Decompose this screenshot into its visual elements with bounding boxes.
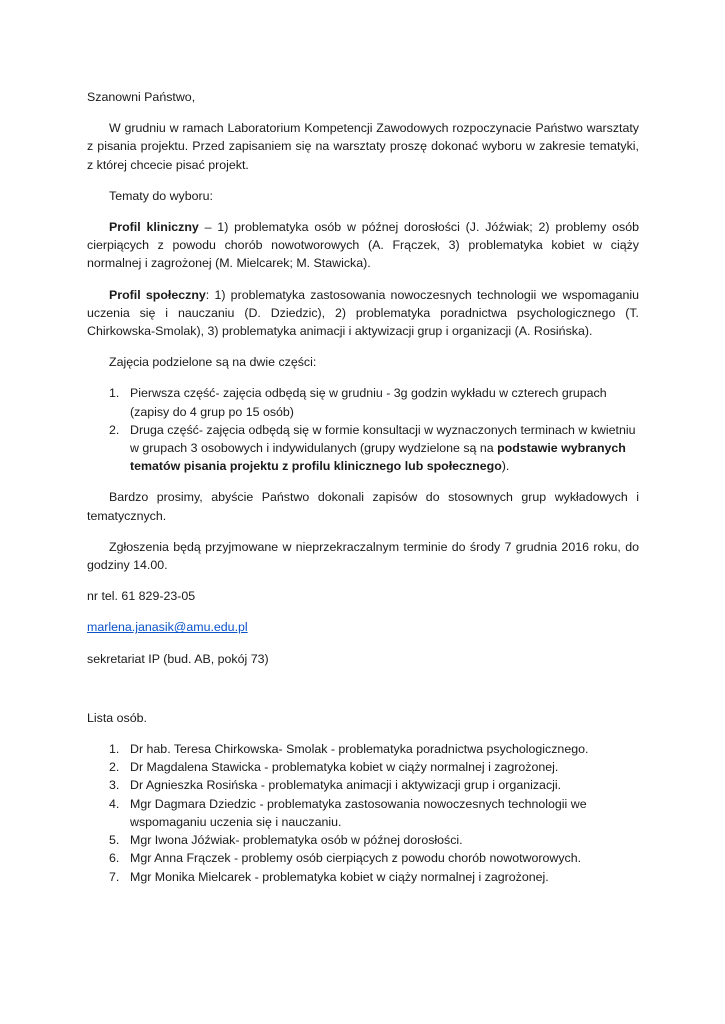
list-item-text: Dr Magdalena Stawicka - problematyka kobiet w ciąży normalnej i zagrożonej. [130, 760, 559, 775]
request-paragraph: Bardzo prosimy, abyście Państwo dokonali zapisów do stosownych grup wykładowych i tematycznych. [87, 490, 639, 523]
list-number: 1. [109, 386, 120, 401]
email-link[interactable]: marlena.janasik@amu.edu.pl [87, 620, 248, 635]
list-item-text: Dr hab. Teresa Chirkowska- Smolak - problematyka poradnictwa psychologicznego. [130, 742, 589, 757]
list-item [87, 776, 639, 794]
document-page [87, 88, 639, 886]
list-number: 3. [109, 778, 120, 793]
list-number: 2. [109, 422, 120, 437]
list-item-tail: ). [501, 459, 510, 474]
list-item-text: Mgr Monika Mielcarek - problematyka kobiet w ciąży normalnej i zagrożonej. [130, 869, 549, 884]
list-number: 6. [109, 851, 120, 866]
list-item [87, 421, 639, 476]
list-number: 1. [109, 742, 120, 757]
list-item-bold-text: podstawie wybranych tematów pisania projektu z profilu klinicznego lub społecznego [130, 441, 626, 474]
social-profile-label: Profil społeczny [109, 287, 206, 302]
list-item-text: Dr Agnieszka Rosińska - problematyka animacji i aktywizacji grup i organizacji. [130, 778, 562, 793]
parts-heading: Zajęcia podzielone są na dwie części: [109, 355, 317, 370]
social-profile-paragraph [87, 286, 639, 341]
list-item [87, 740, 639, 758]
intro-paragraph: W grudniu w ramach Laboratorium Kompetencji Zawodowych rozpoczynacie Państwo warsztaty z pisania projektu. Przed zapisaniem się na warsztaty proszę dokonać wyboru w zakresie tematyki, z której chcecie pisać projekt. [87, 121, 639, 172]
list-item [87, 849, 639, 867]
list-item [87, 758, 639, 776]
list-item [87, 384, 639, 420]
phone-number: nr tel. 61 829-23-05 [87, 589, 196, 604]
parts-list [87, 384, 639, 475]
list-item-text: Mgr Anna Frączek - problemy osób cierpiących z powodu chorób nowotworowych. [130, 851, 582, 866]
office-info: sekretariat IP (bud. AB, pokój 73) [87, 651, 269, 666]
list-item-text: Mgr Iwona Jóźwiak- problematyka osób w późnej dorosłości. [130, 833, 463, 848]
greeting: Szanowni Państwo, [87, 90, 196, 104]
list-number: 2. [109, 760, 120, 775]
deadline-paragraph: Zgłoszenia będą przyjmowane w nieprzekraczalnym terminie do środy 7 grudnia 2016 roku, do godziny 14.00. [87, 539, 639, 573]
list-item-text: Mgr Dagmara Dziedzic - problematyka zastosowania nowoczesnych technologii we wspomaganiu uczenia się i nauczaniu. [130, 796, 587, 829]
list-item [87, 795, 639, 831]
list-item [87, 868, 639, 886]
list-number: 7. [109, 869, 120, 884]
topics-heading: Tematy do wyboru: [109, 188, 213, 203]
list-number: 5. [109, 833, 120, 848]
people-heading: Lista osób. [87, 710, 147, 725]
list-item [87, 831, 639, 849]
list-number: 4. [109, 796, 120, 811]
list-item-text: Druga część- zajęcia odbędą się w formie konsultacji w wyznaczonych terminach w kwietniu w grupach 3 osobowych i indywidulanych (grupy wydzielone są na [130, 422, 636, 456]
spacer [87, 681, 639, 709]
clinical-profile-paragraph [87, 218, 639, 273]
people-list [87, 740, 639, 886]
clinical-profile-label: Profil kliniczny [109, 220, 199, 235]
list-item-text: Pierwsza część- zajęcia odbędą się w grudniu - 3g godzin wykładu w czterech grupach (zapisy do 4 grup po 15 osób) [130, 386, 607, 419]
clinical-profile-text: – 1) problematyka osób w późnej dorosłości (J. Jóźwiak; 2) problemy osób cierpiących z powodu chorób nowotworowych (A. Frączek, 3) problematyka kobiet w ciąży normalnej i zagrożonej (M. Mielcarek; M. Stawicka). [87, 220, 639, 271]
social-profile-text: : 1) problematyka zastosowania nowoczesnych technologii we wspomaganiu uczenia się i nauczaniu (D. Dziedzic), 2) problematyka poradnictwa psychologicznego (T. Chirkowska-Smolak), 3) problematyka animacji i aktywizacji grup i organizacji (A. Rosińska). [87, 287, 639, 339]
